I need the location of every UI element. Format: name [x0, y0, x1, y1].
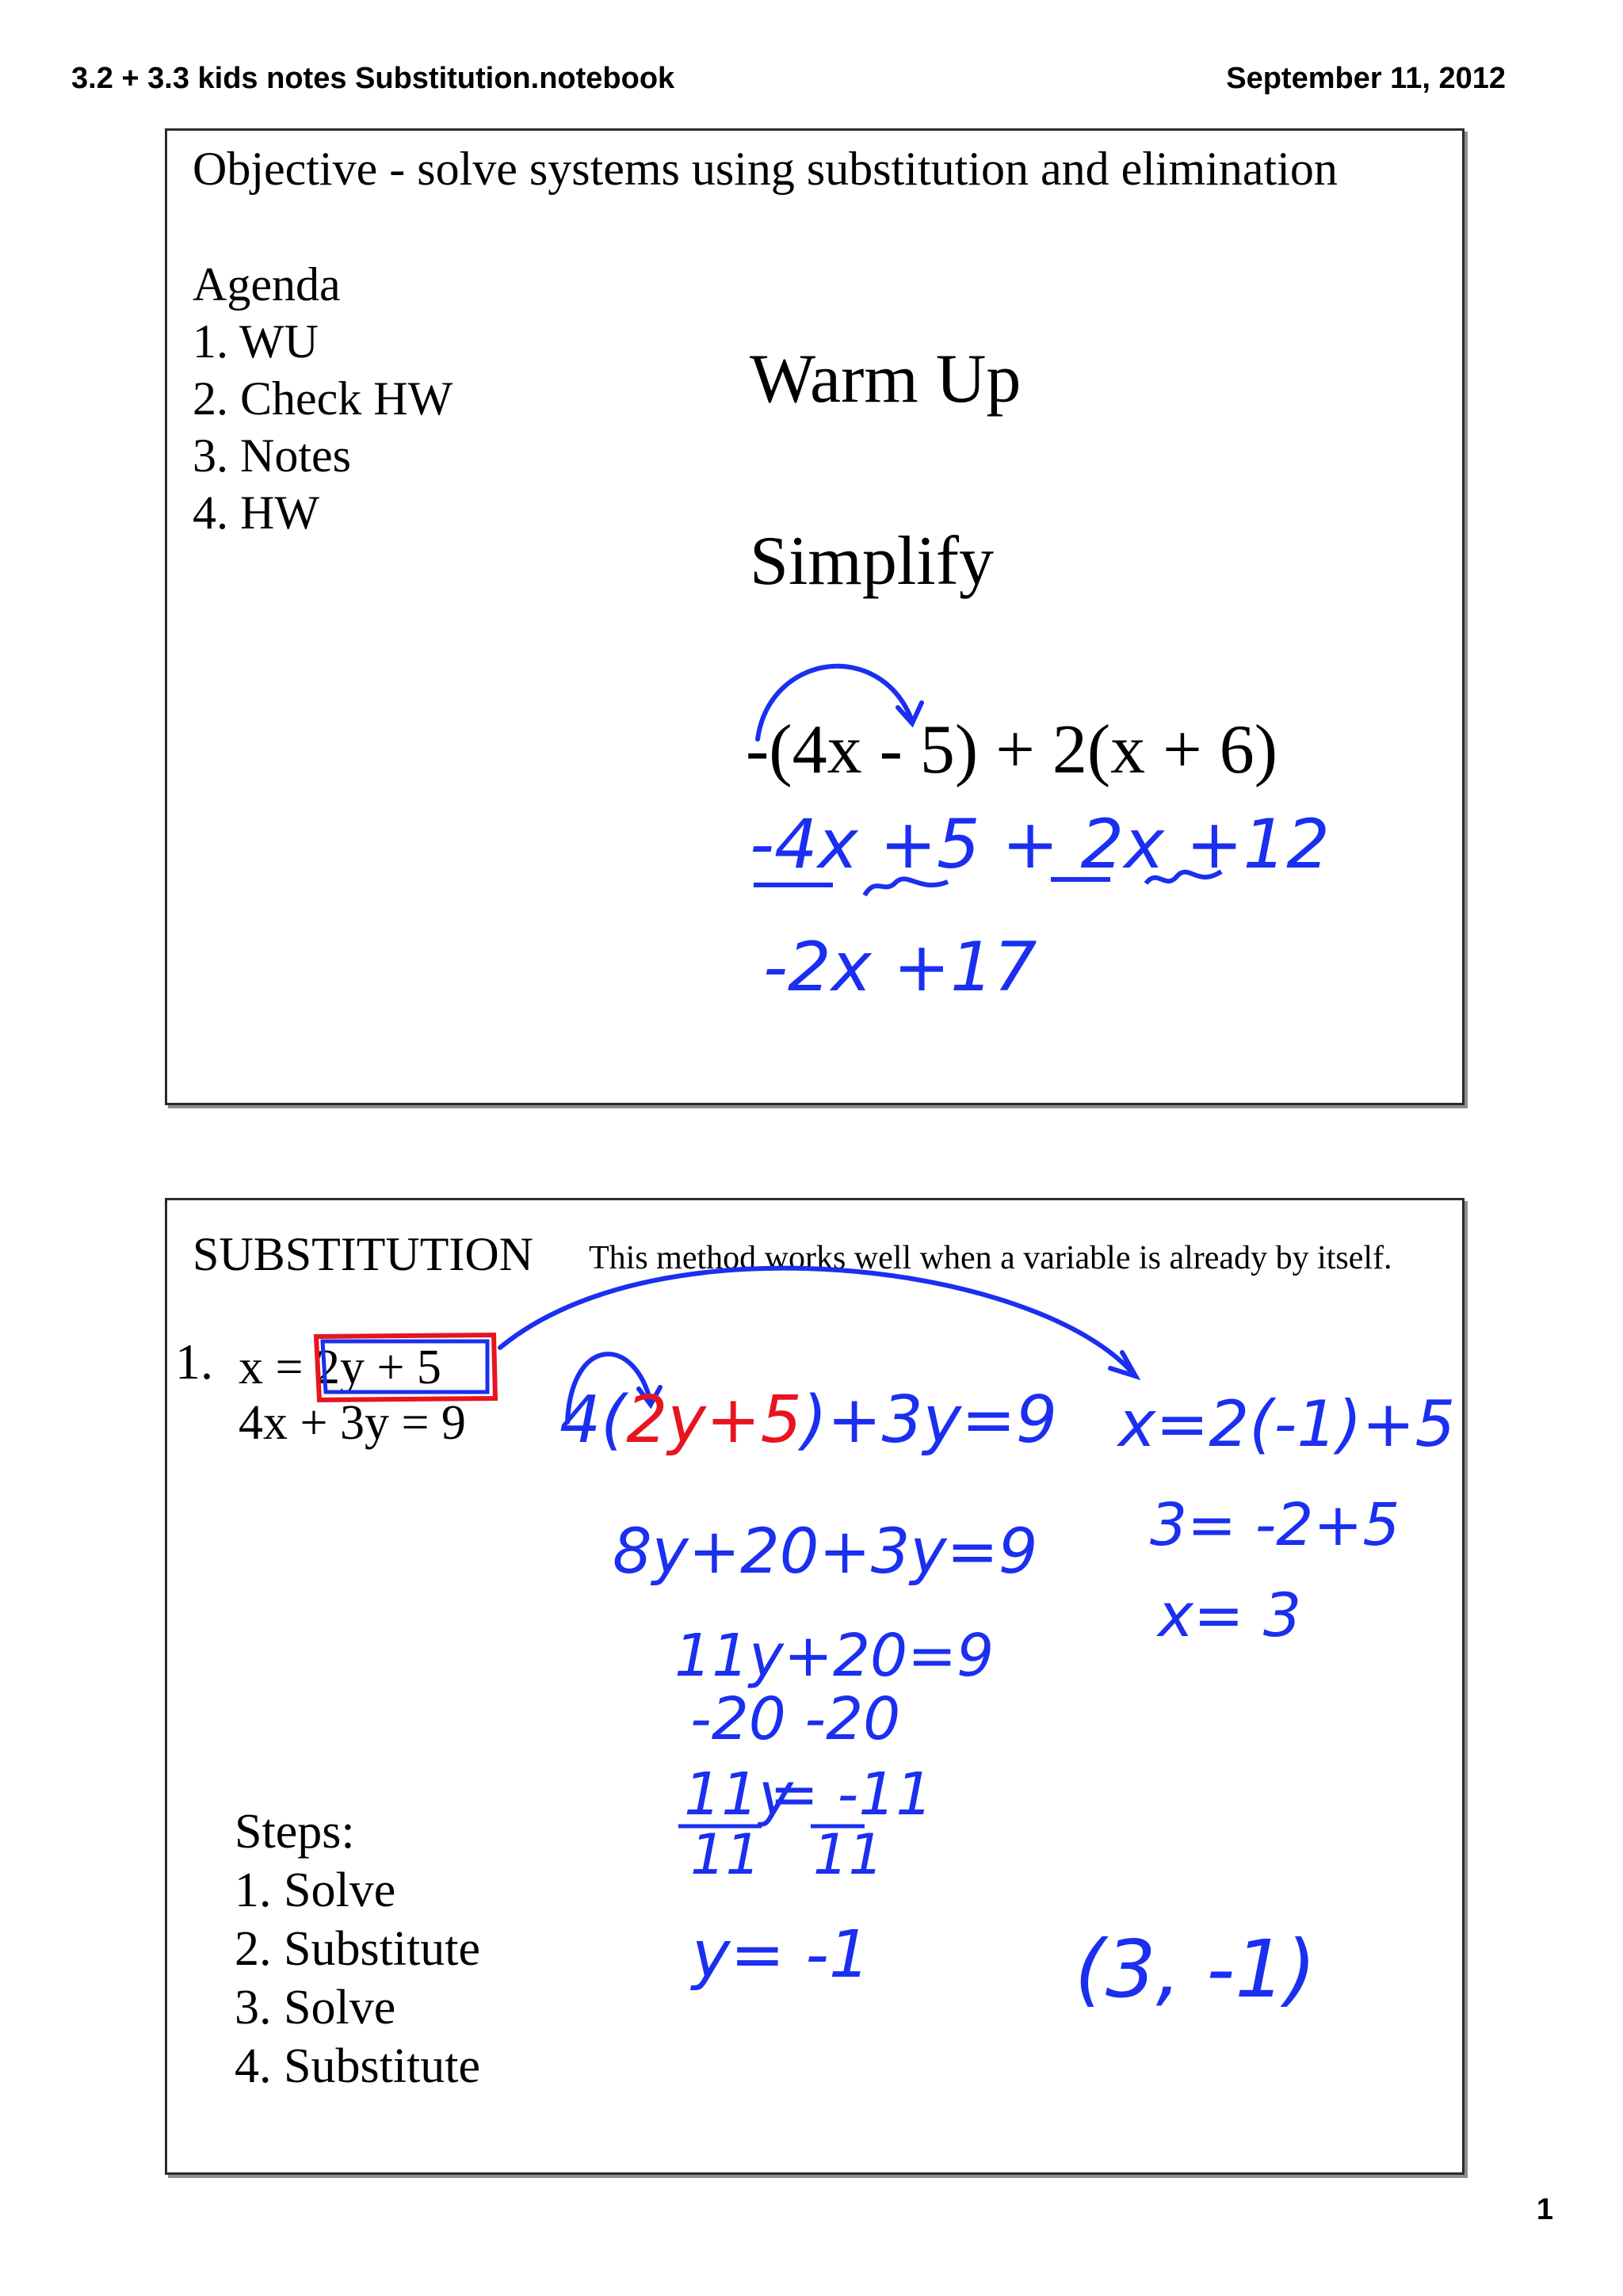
slide-warm-up: [165, 128, 1465, 1105]
problem-number: 1.: [175, 1333, 213, 1390]
step-item: 2. Substitute: [235, 1922, 481, 1976]
hw-distributed: 8y+20+3y=9: [613, 1516, 1038, 1588]
distribute-arc: [567, 1354, 651, 1422]
agenda: [193, 256, 453, 541]
agenda-item: 4. HW: [193, 486, 319, 539]
hw-distributed: -4x +5 + 2x +12: [750, 805, 1330, 884]
method-note: This method works well when a variable is already by itself.: [589, 1240, 1392, 1276]
squiggle-5: [865, 879, 948, 895]
hw-simplified: -2x +17: [763, 928, 1037, 1007]
step-item: 3. Solve: [235, 1981, 396, 2035]
agenda-title: Agenda: [193, 258, 341, 311]
hw-numerator-left: 11y: [684, 1760, 793, 1829]
hw-numerator-right: = -11: [769, 1760, 934, 1829]
equation-2: 4x + 3y = 9: [239, 1396, 466, 1450]
notebook-filename: 3.2 + 3.3 kids notes Substitution.notebook: [71, 62, 675, 95]
squiggle-12: [1146, 871, 1221, 883]
arrow-head: [639, 1387, 660, 1405]
step-item: 4. Substitute: [235, 2039, 481, 2093]
agenda-item: 1. WU: [193, 315, 319, 368]
hw-sub-suffix: )+3y=9: [801, 1383, 1058, 1458]
substitution-title: SUBSTITUTION: [193, 1228, 533, 1280]
warm-up-expression: -(4x - 5) + 2(x + 6): [746, 711, 1278, 788]
simplify-heading: Simplify: [750, 523, 995, 600]
hw-x-result: x= 3: [1158, 1580, 1302, 1650]
step-item: 1. Solve: [235, 1863, 396, 1917]
page-number: 1: [1536, 2193, 1553, 2226]
steps-title: Steps:: [235, 1805, 355, 1859]
equation-1-rhs: 2y + 5: [315, 1341, 441, 1394]
hw-y-result: y= -1: [692, 1917, 871, 1993]
agenda-item: 2. Check HW: [193, 372, 453, 425]
arrow-head: [1110, 1352, 1136, 1376]
notebook-date: September 11, 2012: [1226, 62, 1506, 95]
equation-1: [239, 1343, 441, 1392]
hw-x-substitute: x=2(-1)+5: [1118, 1387, 1456, 1461]
hw-denominator-left: 11: [690, 1822, 762, 1887]
hw-denominator-right: 11: [813, 1822, 884, 1887]
agenda-item: 3. Notes: [193, 429, 351, 482]
hw-subtract: -20 -20: [690, 1685, 901, 1753]
hw-answer: (3, -1): [1075, 1923, 1316, 2016]
objective-text: Objective - solve systems using substitution and elimination: [193, 143, 1338, 195]
hw-sub-red: 2y+5: [626, 1383, 802, 1458]
warm-up-heading: Warm Up: [750, 341, 1022, 418]
hw-combined: 11y+20=9: [674, 1622, 995, 1690]
steps-list: [235, 1802, 480, 2096]
hw-x-evaluate: 3= -2+5: [1150, 1491, 1400, 1559]
equation-1-lhs: x =: [239, 1341, 304, 1394]
substitute-arrow: [500, 1268, 1134, 1375]
hw-sub-prefix: 4(: [559, 1383, 627, 1458]
slide-substitution: [165, 1198, 1465, 2175]
hw-substituted: [559, 1383, 1057, 1458]
